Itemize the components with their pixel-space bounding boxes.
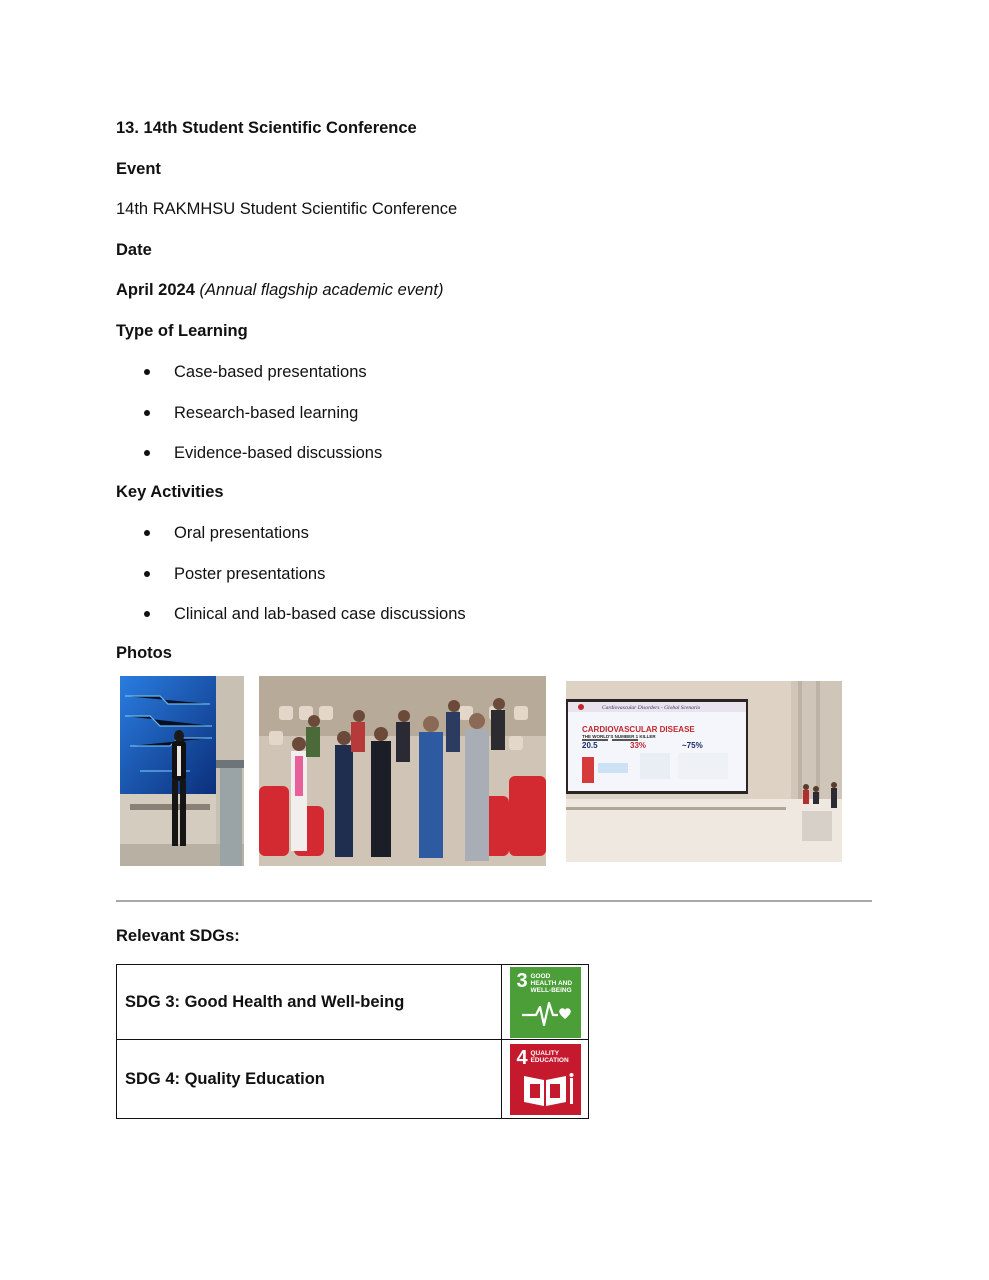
event-label: Event: [116, 160, 161, 178]
list-item: Oral presentations: [116, 523, 466, 564]
sdg-icon-cell: [502, 965, 589, 1040]
date-line: [116, 281, 443, 300]
sdg-table: [116, 964, 589, 1119]
photos-label: Photos: [116, 644, 172, 662]
bullet-icon: [144, 410, 150, 416]
date-value: April 2024: [116, 281, 195, 299]
table-row: [117, 965, 589, 1040]
list-item: Research-based learning: [116, 403, 382, 444]
photo-lecture-hall: [566, 681, 842, 862]
event-value: 14th RAKMHSU Student Scientific Conference: [116, 200, 458, 218]
bullet-icon: [144, 369, 150, 375]
slide-stat-2: 33%: [630, 741, 647, 750]
photo-group: [259, 676, 546, 866]
sdg-icon-cell: [502, 1040, 589, 1119]
slide-title: CARDIOVASCULAR DISEASE: [582, 725, 695, 734]
slide-header: Cardiovascular Disorders - Global Scenario: [602, 705, 701, 711]
list-item: Clinical and lab-based case discussions: [116, 604, 466, 645]
bullet-icon: [144, 450, 150, 456]
bullet-icon: [144, 571, 150, 577]
list-item: Case-based presentations: [116, 362, 382, 403]
table-row: [117, 1040, 589, 1119]
date-note: (Annual flagship academic event): [199, 281, 444, 299]
sdgs-label: Relevant SDGs:: [116, 927, 240, 945]
sdg-name: SDG 4: Quality Education: [117, 1040, 502, 1119]
book-pencil-icon: [510, 1044, 581, 1115]
photo-speaker: [120, 676, 244, 866]
sdg3-tile-icon: 3 GOOD HEALTH AND WELL-BEING: [510, 967, 581, 1038]
bullet-icon: [144, 530, 150, 536]
type-of-learning-list: [116, 362, 382, 484]
slide-subtitle: THE WORLD'S NUMBER 1 KILLER: [582, 734, 656, 739]
slide-stat-3: ~75%: [682, 741, 703, 750]
key-activities-list: [116, 523, 466, 645]
slide-stat-1: 20.5: [582, 741, 598, 750]
section-title: 13. 14th Student Scientific Conference: [116, 119, 417, 137]
horizontal-divider: [116, 900, 872, 902]
date-label: Date: [116, 241, 152, 259]
list-item: Evidence-based discussions: [116, 443, 382, 484]
key-activities-label: Key Activities: [116, 483, 224, 501]
list-item: Poster presentations: [116, 564, 466, 605]
sdg4-tile-icon: 4 QUALITY EDUCATION: [510, 1044, 581, 1115]
type-of-learning-label: Type of Learning: [116, 322, 248, 340]
heartbeat-icon: [510, 967, 581, 1038]
bullet-icon: [144, 611, 150, 617]
sdg-name: SDG 3: Good Health and Well-being: [117, 965, 502, 1040]
